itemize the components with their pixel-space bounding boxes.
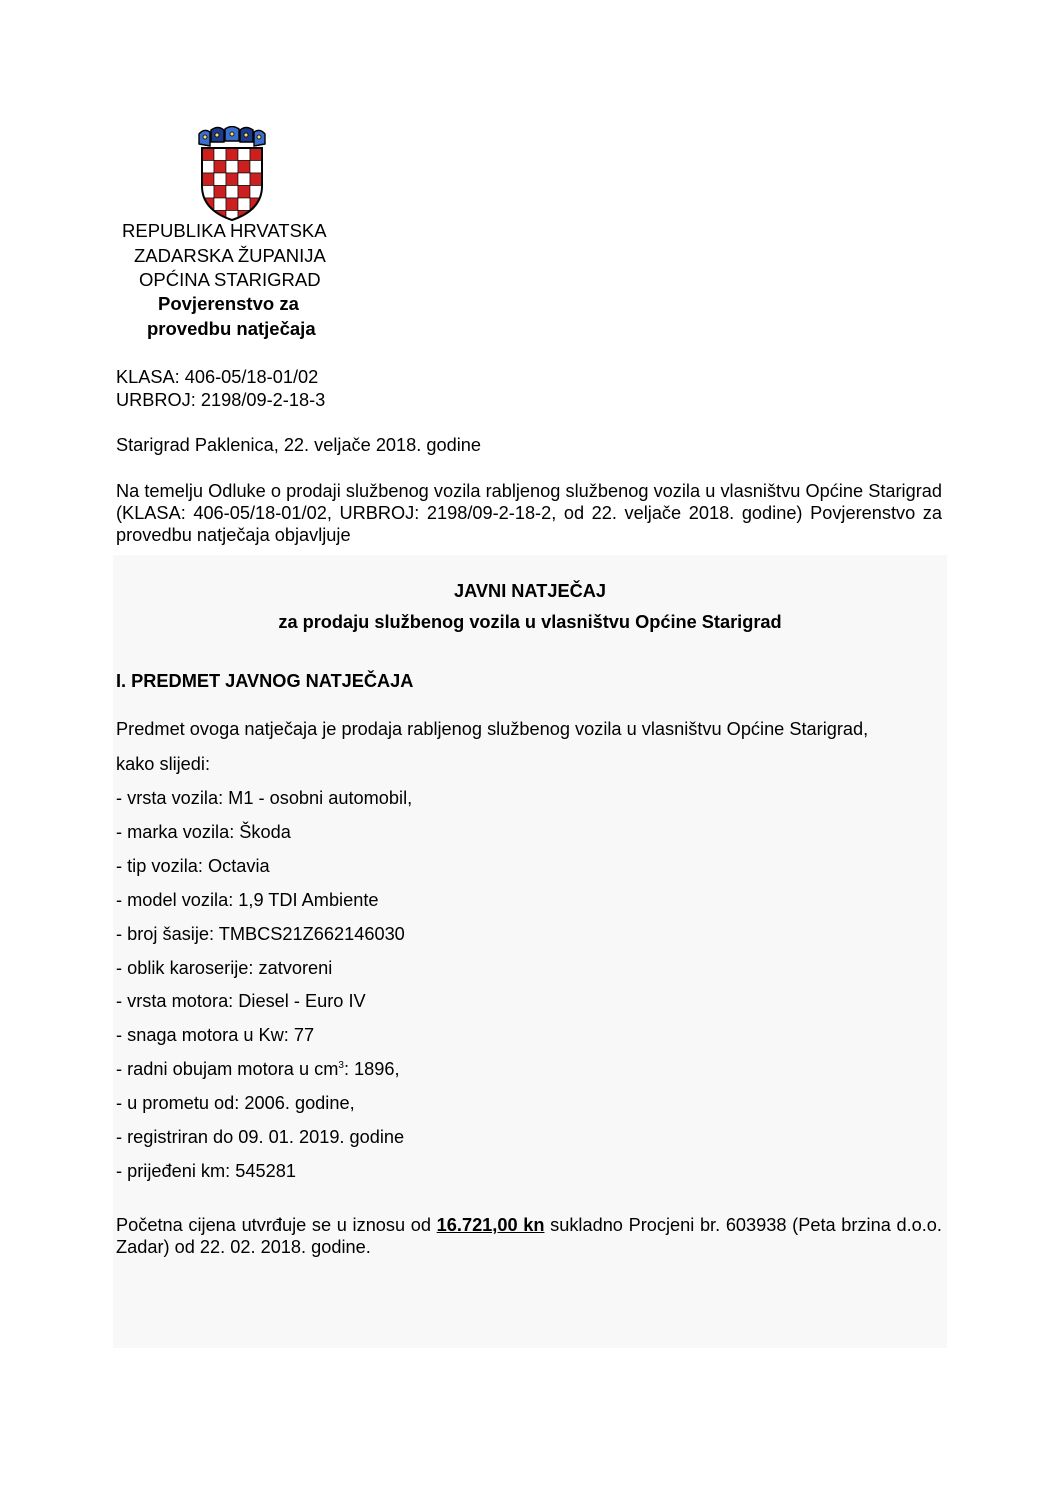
checker-square	[226, 198, 238, 211]
price-paragraph	[116, 1214, 942, 1258]
list-item: - marka vozila: Škoda	[116, 822, 291, 842]
checker-square	[214, 186, 226, 199]
list-item: - model vozila: 1,9 TDI Ambiente	[116, 890, 379, 910]
checker-square	[226, 161, 238, 174]
checker-square	[214, 148, 226, 161]
document-title: JAVNI NATJEČAJ	[454, 581, 606, 601]
price-value: 16.721,00 kn	[436, 1215, 545, 1235]
checker-square	[226, 148, 238, 161]
list-item: - u prometu od: 2006. godine,	[116, 1093, 355, 1113]
checker-square	[214, 173, 226, 186]
list-item: - tip vozila: Octavia	[116, 856, 270, 876]
checker-square	[250, 161, 262, 174]
volume-value: : 1896,	[343, 1059, 400, 1079]
checker-square	[250, 173, 262, 186]
checker-square	[238, 186, 250, 199]
volume-superscript: 3	[338, 1059, 344, 1071]
checker-square	[202, 148, 214, 161]
checker-square	[250, 148, 262, 161]
checker-square	[214, 161, 226, 174]
price-text-pre: Početna cijena utvrđuje se u iznosu od	[116, 1215, 437, 1235]
list-item: - prijeđeni km: 545281	[116, 1161, 296, 1181]
list-item: - oblik karoserije: zatvoreni	[116, 958, 333, 978]
checker-square	[202, 173, 214, 186]
place-date: Starigrad Paklenica, 22. veljače 2018. godine	[116, 435, 482, 455]
section-lead-2: kako slijedi:	[116, 754, 211, 774]
checker-square	[238, 161, 250, 174]
list-item: - snaga motora u Kw: 77	[116, 1025, 315, 1045]
checker-square	[238, 173, 250, 186]
checker-square	[238, 148, 250, 161]
volume-label: - radni obujam motora u cm	[116, 1059, 339, 1079]
header-republic: REPUBLIKA HRVATSKA	[122, 220, 327, 241]
checker-square	[214, 198, 226, 211]
document-subtitle: za prodaju službenog vozila u vlasništvu Općine Starigrad	[278, 612, 782, 632]
price-text-post: sukladno Procjeni br. 603938 (Peta brzina d.o.o. Zadar) od 22. 02. 2018. godine.	[116, 1215, 942, 1257]
checker-square	[238, 198, 250, 211]
checker-square	[226, 186, 238, 199]
urbroj: URBROJ: 2198/09-2-18-3	[116, 390, 326, 410]
klasa: KLASA: 406-05/18-01/02	[116, 367, 319, 387]
coat-of-arms-icon	[196, 126, 268, 222]
list-item: - vrsta vozila: M1 - osobni automobil,	[116, 788, 413, 808]
intro-paragraph: Na temelju Odluke o prodaji službenog vozila rabljenog službenog vozila u vlasništvu Općine Starigrad (KLASA: 406-05/18-01/02, URBROJ: 2198/09-2-18-2, od 22. veljače 2018. godine) Povjerenstvo za provedbu natječaja objavljuje	[116, 481, 942, 545]
header-commission-2: provedbu natječaja	[147, 318, 316, 339]
list-item: - registriran do 09. 01. 2019. godine	[116, 1127, 405, 1147]
header-county: ZADARSKA ŽUPANIJA	[134, 245, 326, 266]
list-item: - broj šasije: TMBCS21Z662146030	[116, 924, 405, 944]
checker-square	[202, 161, 214, 174]
list-item-volume	[116, 1058, 400, 1080]
section-lead: Predmet ovoga natječaja je prodaja rabljenog službenog vozila u vlasništvu Općine Starigrad,	[116, 719, 869, 739]
header-municipality: OPĆINA STARIGRAD	[139, 269, 321, 290]
section-heading: I. PREDMET JAVNOG NATJEČAJA	[116, 671, 414, 691]
list-item: - vrsta motora: Diesel - Euro IV	[116, 991, 366, 1011]
checker-square	[226, 173, 238, 186]
header-commission: Povjerenstvo za	[158, 293, 299, 314]
